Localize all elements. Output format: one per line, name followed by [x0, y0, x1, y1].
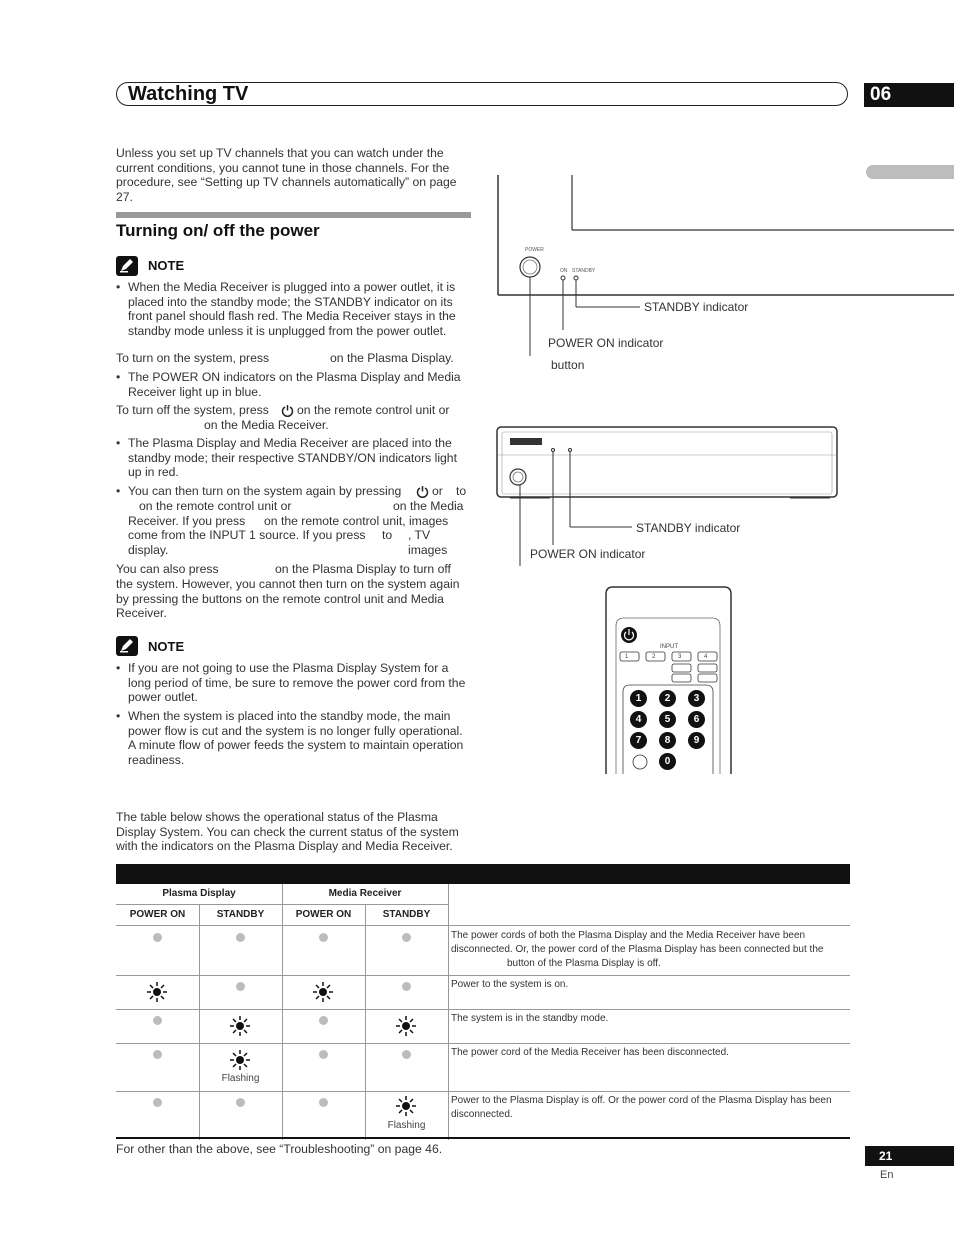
bullet-off-1: • The Plasma Display and Media Receiver are placed into the standby mode; their respective STANDBY/ON indicators light up in red.: [116, 436, 457, 480]
row-description: Power to the system is on.: [451, 979, 569, 990]
note2-item: • When the system is placed into the standby mode, the main power flow is cut and the system is no longer fully operational. A minute flow of power feeds the system to maintain operation readiness.: [116, 709, 464, 768]
indicator-off: [402, 982, 411, 991]
remote-number-key: 4: [630, 711, 647, 728]
also-text: You can also press: [116, 562, 219, 576]
row-description: The power cord of the Media Receiver has been disconnected.: [451, 1047, 729, 1058]
turn-off-line2: on the Media Receiver.: [204, 418, 329, 432]
bullet-on: • The POWER ON indicators on the Plasma Display and Media Receiver light up in blue.: [116, 370, 461, 399]
flashing-label: Flashing: [221, 1073, 260, 1084]
remote-number-key: 0: [659, 753, 676, 770]
remote-number-key: 1: [630, 690, 647, 707]
indicator-off: [319, 1016, 328, 1025]
display-on-text: ON: [560, 268, 568, 274]
remote-input-label: INPUT: [660, 644, 678, 650]
intro-text: Unless you set up TV channels that you can watch under the current conditions, you cannot tune in those channels. For the procedure, see “Setting up TV channels automatically” on page 27.: [116, 146, 457, 205]
indicator-off: [319, 1050, 328, 1059]
page-title: Watching TV: [128, 83, 249, 105]
row-description: Power to the Plasma Display is off. Or the power cord of the Plasma Display has been disconnected.: [451, 1095, 832, 1120]
footer-note: For other than the above, see “Troubleshooting” on page 46.: [116, 1142, 443, 1156]
also-rest: the system. However, you cannot then turn on the system again by pressing the buttons on the remote control unit and Media Receiver.: [116, 577, 460, 621]
indicator-lit-icon: [396, 1016, 416, 1041]
indicator-off: [319, 933, 328, 942]
receiver-standby-label: STANDBY indicator: [636, 521, 741, 535]
col-standby: STANDBY: [382, 909, 431, 920]
turn-off-tail: on the remote control unit or: [297, 403, 450, 417]
display-power-on-label: POWER ON indicator: [548, 336, 664, 350]
status-table: [116, 884, 850, 1140]
language-label: En: [880, 1169, 894, 1181]
remote-number-key: 6: [688, 711, 705, 728]
bullet-off-2: • You can then turn on the system again by pressing or to on the remote control unit or on the Media Receiver. If you press on the remote control unit, images come from the INPUT 1 source. If you press to , TV images display.: [116, 484, 467, 557]
page-number: 21: [865, 1146, 954, 1166]
indicator-off: [236, 1098, 245, 1107]
turn-on-text: To turn on the system, press: [116, 351, 270, 365]
remote-input-row: [620, 654, 738, 664]
remote-number-key: 2: [659, 690, 676, 707]
indicator-lit-icon: [313, 982, 333, 1007]
indicator-off: [153, 1098, 162, 1107]
remote-input-3: 3: [678, 654, 682, 660]
display-standby-label: STANDBY indicator: [644, 300, 749, 314]
section-bar: [116, 212, 471, 218]
note1-item: • When the Media Receiver is plugged into a power outlet, it is placed into the standby mode; the STANDBY indicator on its front panel should flash red. The Media Receiver stays in the standby mode unless it is unplugged from the power outlet.: [116, 280, 456, 339]
also-text-b: on the Plasma Display to turn off: [275, 562, 451, 576]
display-standby-text: STANDBY: [572, 268, 596, 274]
indicator-off: [236, 933, 245, 942]
note-icon: [116, 256, 138, 276]
col-standby: STANDBY: [216, 909, 265, 920]
remote-number-key: 8: [659, 732, 676, 749]
display-power-text: POWER: [525, 247, 544, 253]
receiver-power-on-label: POWER ON indicator: [530, 547, 646, 561]
indicator-off: [319, 1098, 328, 1107]
indicator-off: [402, 933, 411, 942]
indicator-flashing-icon: [396, 1096, 416, 1121]
group-plasma-display: Plasma Display: [162, 888, 236, 899]
turn-off-text: To turn off the system, press: [116, 403, 269, 417]
col-power-on: POWER ON: [129, 909, 186, 920]
table-header-bar: [116, 864, 850, 884]
table-intro: The table below shows the operational status of the Plasma Display System. You can check the current status of the system with the indicators on the Plasma Display and Media Receiver.: [116, 810, 459, 854]
remote-input-4: 4: [704, 654, 708, 660]
indicator-lit-icon: [147, 982, 167, 1007]
remote-number-key: 5: [659, 711, 676, 728]
remote-number-key: 3: [688, 690, 705, 707]
indicator-off: [402, 1050, 411, 1059]
indicator-off: [153, 1016, 162, 1025]
group-media-receiver: Media Receiver: [328, 888, 402, 899]
row-description: The power cords of both the Plasma Display and the Media Receiver have been disconnected. Or, the power cord of the Plasma Display has been connected but thebutton of the Plasma Display is off.: [451, 930, 824, 969]
row-description: The system is in the standby mode.: [451, 1013, 609, 1024]
turn-on-tail: on the Plasma Display.: [330, 351, 454, 365]
note2-item: • If you are not going to use the Plasma Display System for a long period of time, be sure to remove the power cord from the power outlet.: [116, 661, 466, 705]
note-icon: [116, 636, 138, 656]
section-title: Turning on/ off the power: [116, 221, 320, 240]
remote-input-1: 1: [625, 654, 629, 660]
flashing-label: Flashing: [387, 1120, 426, 1131]
remote-number-key: 7: [630, 732, 647, 749]
indicator-flashing-icon: [230, 1050, 250, 1075]
chapter-number: 06: [864, 83, 954, 107]
indicator-off: [236, 982, 245, 991]
remote-number-pad: [630, 690, 720, 774]
note-label: NOTE: [148, 258, 185, 273]
indicator-lit-icon: [230, 1016, 250, 1041]
indicator-off: [153, 933, 162, 942]
note-label: NOTE: [148, 639, 185, 654]
remote-number-key: 9: [688, 732, 705, 749]
col-power-on: POWER ON: [295, 909, 352, 920]
display-button-label: button: [551, 358, 585, 372]
indicator-off: [153, 1050, 162, 1059]
remote-input-2: 2: [652, 654, 656, 660]
